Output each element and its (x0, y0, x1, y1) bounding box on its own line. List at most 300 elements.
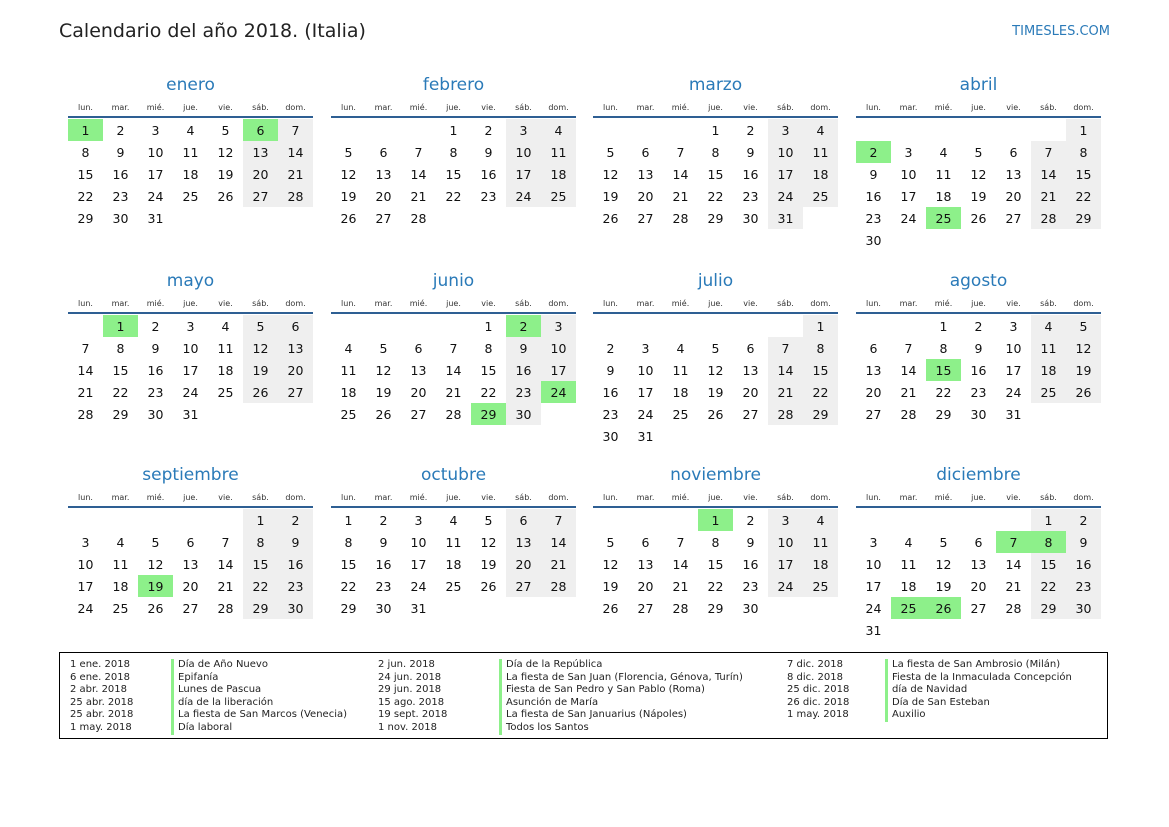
day-cell: 23 (742, 578, 759, 594)
holiday-name: Fiesta de la Inmaculada Concepción (892, 671, 1072, 683)
day-cell: 21 (672, 578, 689, 594)
day-cell: 20 (865, 384, 882, 400)
weekday-label: mié. (934, 492, 953, 502)
day-cell: 10 (77, 556, 94, 572)
brand-link[interactable]: TIMESLES.COM (1012, 24, 1110, 39)
weekday-label: mié. (146, 492, 165, 502)
weekday-label: sáb. (515, 298, 532, 308)
day-cell: 23 (278, 575, 313, 597)
day-cell: 9 (1066, 531, 1101, 553)
day-cell: 26 (340, 210, 357, 226)
day-cell: 11 (900, 556, 917, 572)
day-cell: 1 (939, 318, 948, 334)
month-name: junio (432, 271, 475, 291)
day-cell: 25 (445, 578, 462, 594)
day-cell: 19 (602, 578, 619, 594)
day-cell: 1 (484, 318, 493, 334)
day-cell: 4 (803, 119, 838, 141)
day-cell: 24 (1005, 384, 1022, 400)
month-marzo (593, 73, 838, 229)
day-cell: 24 (182, 384, 199, 400)
weekday-header (331, 98, 576, 118)
day-cell: 25 (1031, 381, 1066, 403)
day-cell: 17 (77, 578, 94, 594)
empty-cell (768, 315, 803, 337)
weekday-header (331, 294, 576, 314)
day-cell: 6 (746, 340, 755, 356)
holiday-date: 8 dic. 2018 (787, 671, 843, 683)
legend-names-col (885, 659, 1072, 722)
day-cell: 12 (217, 144, 234, 160)
day-cell: 24 (900, 210, 917, 226)
day-cell: 14 (77, 362, 94, 378)
day-grid (68, 509, 313, 619)
holiday-name: La fiesta de San Marcos (Venecia) (178, 709, 348, 721)
day-cell: 5 (606, 144, 615, 160)
day-cell: 4 (676, 340, 685, 356)
day-cell: 19 (480, 556, 497, 572)
empty-cell (593, 119, 628, 141)
holiday-date: 1 may. 2018 (787, 709, 849, 721)
day-cell: 10 (865, 556, 882, 572)
day-cell: 10 (410, 534, 427, 550)
weekday-label: jue. (446, 298, 461, 308)
day-cell: 5 (344, 144, 353, 160)
day-cell: 7 (81, 340, 90, 356)
empty-cell (961, 509, 996, 531)
day-cell: 2 (379, 512, 388, 528)
day-cell: 28 (77, 406, 94, 422)
holiday-date: 24 jun. 2018 (378, 671, 442, 683)
day-cell: 23 (480, 188, 497, 204)
day-cell: 16 (742, 166, 759, 182)
day-cell: 29 (243, 597, 278, 619)
day-cell: 3 (768, 509, 803, 531)
day-cell: 27 (1005, 210, 1022, 226)
day-cell: 26 (602, 600, 619, 616)
day-cell: 14 (672, 166, 689, 182)
day-cell: 2 (974, 318, 983, 334)
month-agosto (856, 269, 1101, 425)
weekday-label: vie. (743, 492, 758, 502)
holiday-name: La fiesta de San Juan (Florencia, Génova, Turín) (506, 671, 743, 683)
day-cell: 17 (410, 556, 427, 572)
day-cell: 29 (112, 406, 129, 422)
day-cell: 11 (541, 141, 576, 163)
day-cell: 13 (865, 362, 882, 378)
holiday-day-cell: 26 (926, 597, 961, 619)
day-cell: 2 (116, 122, 125, 138)
day-cell: 12 (602, 556, 619, 572)
weekday-label: mié. (409, 298, 428, 308)
day-cell: 19 (935, 578, 952, 594)
day-cell: 19 (217, 166, 234, 182)
day-cell: 6 (641, 144, 650, 160)
weekday-label: lun. (341, 298, 356, 308)
day-cell: 14 (672, 556, 689, 572)
day-cell: 28 (1031, 207, 1066, 229)
day-cell: 18 (112, 578, 129, 594)
day-cell: 30 (602, 428, 619, 444)
day-cell: 13 (637, 166, 654, 182)
day-cell: 28 (672, 210, 689, 226)
day-cell: 2 (606, 340, 615, 356)
holiday-name: Día laboral (178, 721, 233, 733)
holiday-legend (59, 652, 1108, 739)
day-cell: 19 (375, 384, 392, 400)
day-cell: 21 (672, 188, 689, 204)
empty-cell (663, 119, 698, 141)
holiday-name: La fiesta de San Januarius (Nápoles) (506, 709, 687, 721)
weekday-label: jue. (971, 102, 986, 112)
empty-cell (926, 509, 961, 531)
day-cell: 16 (147, 362, 164, 378)
weekday-label: lun. (341, 102, 356, 112)
empty-cell (628, 315, 663, 337)
holiday-name: La fiesta de San Ambrosio (Milán) (892, 659, 1061, 670)
day-cell: 28 (445, 406, 462, 422)
day-cell: 14 (768, 359, 803, 381)
holiday-date: 15 ago. 2018 (378, 696, 445, 708)
day-cell: 16 (865, 188, 882, 204)
weekday-label: dom. (1073, 102, 1094, 112)
day-cell: 17 (768, 553, 803, 575)
day-cell: 10 (768, 531, 803, 553)
day-cell: 22 (112, 384, 129, 400)
day-cell: 7 (676, 144, 685, 160)
month-name: diciembre (936, 465, 1021, 485)
holiday-day-cell: 29 (471, 403, 506, 425)
day-cell: 13 (506, 531, 541, 553)
day-cell: 20 (278, 359, 313, 381)
weekday-label: mar. (899, 492, 918, 502)
day-cell: 16 (506, 359, 541, 381)
day-cell: 28 (278, 185, 313, 207)
holiday-name: Lunes de Pascua (178, 684, 262, 696)
month-name: abril (959, 75, 998, 95)
weekday-header (856, 488, 1101, 508)
weekday-label: mié. (409, 492, 428, 502)
empty-cell (926, 119, 961, 141)
day-cell: 4 (449, 512, 458, 528)
day-cell: 11 (112, 556, 129, 572)
day-cell: 4 (186, 122, 195, 138)
empty-cell (891, 119, 926, 141)
day-grid (331, 509, 576, 619)
day-cell: 4 (904, 534, 913, 550)
day-cell: 31 (182, 406, 199, 422)
day-cell: 21 (217, 578, 234, 594)
empty-cell (698, 315, 733, 337)
day-cell: 13 (278, 337, 313, 359)
holiday-date: 1 may. 2018 (70, 721, 132, 733)
day-cell: 11 (340, 362, 357, 378)
weekday-label: dom. (1073, 492, 1094, 502)
day-cell: 9 (151, 340, 160, 356)
day-cell: 22 (935, 384, 952, 400)
day-cell: 22 (1031, 575, 1066, 597)
month-octubre (331, 463, 576, 619)
day-cell: 6 (506, 509, 541, 531)
day-cell: 13 (375, 166, 392, 182)
weekday-label: mié. (671, 298, 690, 308)
day-cell: 27 (243, 185, 278, 207)
day-cell: 5 (484, 512, 493, 528)
day-cell: 12 (602, 166, 619, 182)
day-cell: 13 (742, 362, 759, 378)
weekday-label: jue. (446, 102, 461, 112)
day-cell: 9 (278, 531, 313, 553)
weekday-label: dom. (1073, 298, 1094, 308)
day-grid (856, 119, 1101, 251)
empty-cell (856, 509, 891, 531)
day-cell: 18 (445, 556, 462, 572)
day-cell: 4 (939, 144, 948, 160)
month-diciembre (856, 463, 1101, 641)
holiday-name: Fiesta de San Pedro y San Pablo (Roma) (506, 684, 705, 696)
day-cell: 8 (803, 337, 838, 359)
day-cell: 6 (186, 534, 195, 550)
day-cell: 20 (742, 384, 759, 400)
month-septiembre (68, 463, 313, 619)
day-cell: 2 (746, 122, 755, 138)
weekday-label: jue. (183, 102, 198, 112)
holiday-day-cell: 2 (856, 141, 891, 163)
weekday-label: mié. (409, 102, 428, 112)
empty-cell (628, 119, 663, 141)
day-cell: 7 (449, 340, 458, 356)
day-cell: 12 (340, 166, 357, 182)
weekday-label: mié. (934, 102, 953, 112)
day-cell: 7 (541, 509, 576, 531)
weekday-label: jue. (971, 298, 986, 308)
day-cell: 8 (711, 144, 720, 160)
weekday-label: jue. (446, 492, 461, 502)
day-cell: 28 (672, 600, 689, 616)
day-cell: 1 (449, 122, 458, 138)
day-cell: 12 (935, 556, 952, 572)
day-cell: 20 (1005, 188, 1022, 204)
day-cell: 21 (410, 188, 427, 204)
day-cell: 23 (602, 406, 619, 422)
day-cell: 13 (410, 362, 427, 378)
weekday-header (68, 98, 313, 118)
day-cell: 2 (1066, 509, 1101, 531)
day-cell: 28 (541, 575, 576, 597)
holiday-day-cell: 6 (243, 119, 278, 141)
day-cell: 27 (375, 210, 392, 226)
day-cell: 15 (803, 359, 838, 381)
day-cell: 18 (672, 384, 689, 400)
day-cell: 23 (1066, 575, 1101, 597)
day-cell: 25 (803, 185, 838, 207)
day-cell: 16 (1066, 553, 1101, 575)
weekday-label: vie. (218, 492, 233, 502)
month-name: enero (166, 75, 215, 95)
weekday-label: mar. (111, 102, 130, 112)
weekday-label: vie. (743, 102, 758, 112)
day-cell: 6 (869, 340, 878, 356)
day-cell: 26 (217, 188, 234, 204)
empty-cell (628, 509, 663, 531)
weekday-label: lun. (866, 102, 881, 112)
day-cell: 22 (77, 188, 94, 204)
day-cell: 13 (970, 556, 987, 572)
day-cell: 26 (243, 381, 278, 403)
weekday-label: mié. (146, 102, 165, 112)
month-name: julio (697, 271, 734, 291)
day-cell: 21 (541, 553, 576, 575)
weekday-label: dom. (548, 492, 569, 502)
weekday-label: mar. (111, 298, 130, 308)
day-grid (68, 315, 313, 425)
month-julio (593, 269, 838, 447)
empty-cell (331, 119, 366, 141)
day-cell: 22 (707, 188, 724, 204)
weekday-label: lun. (78, 298, 93, 308)
day-cell: 12 (1066, 337, 1101, 359)
day-cell: 8 (939, 340, 948, 356)
holiday-day-cell: 1 (68, 119, 103, 141)
day-cell: 22 (445, 188, 462, 204)
day-cell: 4 (1031, 315, 1066, 337)
weekday-label: jue. (183, 298, 198, 308)
day-cell: 1 (243, 509, 278, 531)
day-cell: 17 (768, 163, 803, 185)
day-cell: 1 (803, 315, 838, 337)
day-cell: 6 (414, 340, 423, 356)
weekday-label: vie. (218, 102, 233, 112)
day-cell: 25 (672, 406, 689, 422)
weekday-header (593, 488, 838, 508)
day-cell: 15 (707, 556, 724, 572)
weekday-label: sáb. (252, 492, 269, 502)
empty-cell (436, 315, 471, 337)
weekday-label: lun. (78, 102, 93, 112)
day-cell: 4 (803, 509, 838, 531)
day-cell: 18 (803, 553, 838, 575)
holiday-date: 19 sept. 2018 (378, 709, 448, 721)
day-cell: 10 (506, 141, 541, 163)
weekday-label: mié. (934, 298, 953, 308)
day-cell: 22 (480, 384, 497, 400)
holiday-day-cell: 1 (103, 315, 138, 337)
day-cell: 14 (1031, 163, 1066, 185)
month-abril (856, 73, 1101, 251)
empty-cell (401, 315, 436, 337)
day-cell: 22 (803, 381, 838, 403)
day-cell: 20 (375, 188, 392, 204)
day-cell: 10 (900, 166, 917, 182)
day-cell: 9 (746, 144, 755, 160)
empty-cell (401, 119, 436, 141)
empty-cell (366, 119, 401, 141)
day-cell: 20 (506, 553, 541, 575)
day-cell: 5 (221, 122, 230, 138)
day-cell: 24 (768, 575, 803, 597)
holiday-day-cell: 25 (891, 597, 926, 619)
weekday-label: sáb. (1040, 298, 1057, 308)
day-cell: 31 (865, 622, 882, 638)
day-cell: 3 (414, 512, 423, 528)
empty-cell (961, 119, 996, 141)
weekday-header (68, 488, 313, 508)
day-cell: 6 (974, 534, 983, 550)
day-grid (331, 119, 576, 229)
month-name: febrero (422, 75, 485, 95)
day-cell: 21 (900, 384, 917, 400)
holiday-date: 1 ene. 2018 (70, 659, 130, 670)
day-cell: 30 (147, 406, 164, 422)
weekday-label: mar. (374, 298, 393, 308)
day-cell: 17 (900, 188, 917, 204)
day-cell: 28 (217, 600, 234, 616)
month-name: octubre (420, 465, 487, 485)
weekday-label: jue. (708, 102, 723, 112)
day-cell: 30 (375, 600, 392, 616)
day-cell: 24 (637, 406, 654, 422)
day-cell: 12 (707, 362, 724, 378)
day-cell: 20 (637, 188, 654, 204)
day-cell: 10 (637, 362, 654, 378)
day-cell: 24 (410, 578, 427, 594)
day-cell: 19 (340, 188, 357, 204)
month-name: noviembre (670, 465, 761, 485)
empty-cell (733, 315, 768, 337)
month-name: marzo (688, 75, 743, 95)
day-grid (331, 315, 576, 425)
day-cell: 12 (147, 556, 164, 572)
empty-cell (996, 119, 1031, 141)
day-cell: 20 (182, 578, 199, 594)
empty-cell (996, 509, 1031, 531)
day-cell: 27 (278, 381, 313, 403)
legend-names-col (171, 659, 347, 735)
day-cell: 2 (151, 318, 160, 334)
day-cell: 4 (116, 534, 125, 550)
weekday-label: mar. (636, 102, 655, 112)
weekday-label: sáb. (777, 298, 794, 308)
day-cell: 5 (379, 340, 388, 356)
month-name: agosto (949, 271, 1008, 291)
month-junio (331, 269, 576, 425)
weekday-label: mié. (671, 102, 690, 112)
day-cell: 3 (768, 119, 803, 141)
day-cell: 10 (147, 144, 164, 160)
empty-cell (208, 509, 243, 531)
day-cell: 21 (77, 384, 94, 400)
day-cell: 17 (147, 166, 164, 182)
day-cell: 3 (904, 144, 913, 160)
weekday-label: sáb. (777, 492, 794, 502)
empty-cell (856, 119, 891, 141)
empty-cell (663, 509, 698, 531)
legend-dates-col (70, 659, 133, 735)
holiday-day-cell: 24 (541, 381, 576, 403)
day-cell: 24 (147, 188, 164, 204)
month-mayo (68, 269, 313, 425)
holiday-date: 1 nov. 2018 (378, 721, 437, 733)
day-cell: 29 (707, 600, 724, 616)
weekday-label: sáb. (1040, 492, 1057, 502)
weekday-label: mar. (374, 102, 393, 112)
day-cell: 16 (970, 362, 987, 378)
day-cell: 26 (375, 406, 392, 422)
weekday-label: sáb. (777, 102, 794, 112)
day-cell: 18 (1031, 359, 1066, 381)
month-name: septiembre (142, 465, 239, 485)
day-cell: 25 (112, 600, 129, 616)
